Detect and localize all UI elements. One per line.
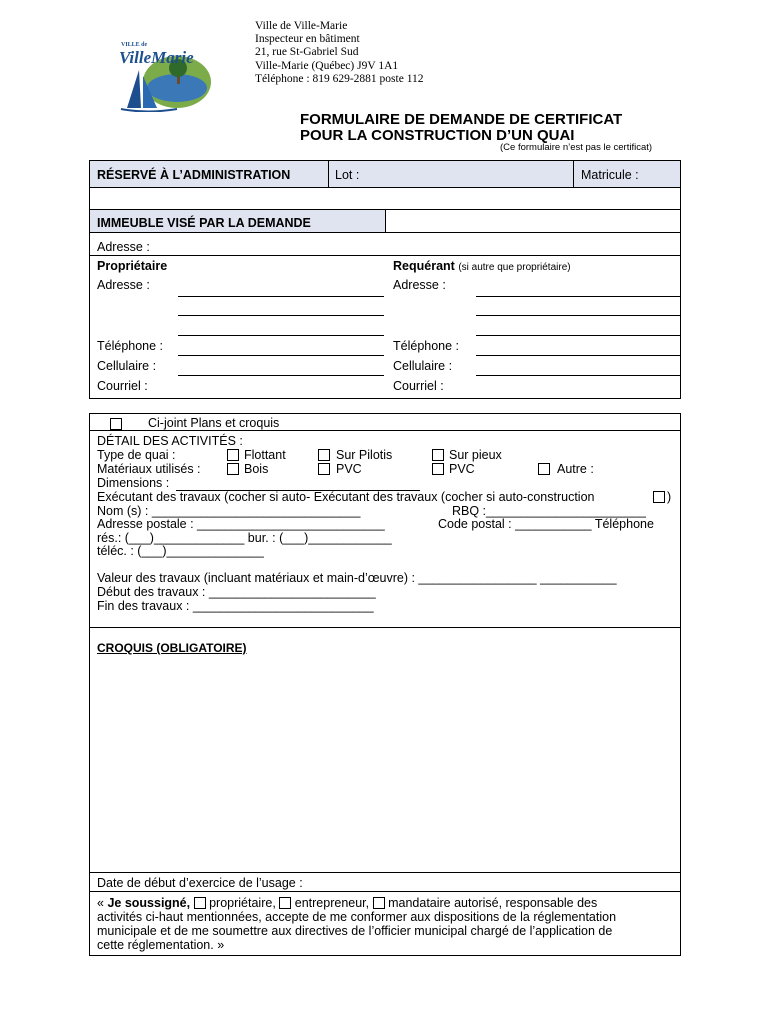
type-flottant-label: Flottant bbox=[244, 448, 286, 462]
address-line: Téléphone : 819 629-2881 poste 112 bbox=[255, 72, 424, 85]
usage-label: Date de début d’exercice de l’usage : bbox=[97, 876, 303, 890]
declaration-open: « bbox=[97, 896, 104, 910]
materiau-pvc2-checkbox[interactable] bbox=[432, 463, 444, 475]
address-line: 21, rue St-Gabriel Sud bbox=[255, 46, 359, 59]
plans-checkbox[interactable] bbox=[110, 418, 122, 430]
croquis-block[interactable] bbox=[89, 627, 681, 873]
plans-label: Ci-joint Plans et croquis bbox=[148, 416, 280, 430]
requerant-adresse-line-1[interactable] bbox=[476, 296, 680, 297]
declaration-entrepreneur-label: entrepreneur, bbox=[294, 896, 370, 910]
proprietaire-adresse-line-1[interactable] bbox=[178, 296, 384, 297]
requerant-telephone-line[interactable] bbox=[476, 355, 680, 356]
address-line: Inspecteur en bâtiment bbox=[255, 33, 360, 46]
requerant-heading-wrap bbox=[393, 259, 571, 273]
immeuble-adresse-label: Adresse : bbox=[97, 240, 150, 254]
declaration-mandataire-checkbox[interactable] bbox=[373, 897, 385, 909]
admin-reserved-label: RÉSERVÉ À L’ADMINISTRATION bbox=[97, 168, 291, 182]
declaration-line2: activités ci-haut mentionnées, accepte de me conformer aux dispositions de la réglementation bbox=[97, 910, 617, 924]
rbq-field[interactable]: RBQ :_______________________ bbox=[452, 504, 646, 518]
address-line: Ville de Ville-Marie bbox=[255, 20, 348, 32]
declaration-mandataire-label: mandataire autorisé, responsable des bbox=[388, 896, 598, 910]
materiaux-label: Matériaux utilisés : bbox=[97, 462, 201, 476]
res-phone-field[interactable]: rés.: (___)_____________ bur. : (___)____________ bbox=[97, 531, 392, 545]
declaration-block bbox=[89, 891, 681, 956]
proprietaire-adresse-line-3[interactable] bbox=[178, 335, 384, 336]
executant-close: ) bbox=[667, 490, 672, 504]
materiau-autre-label: Autre : bbox=[557, 462, 594, 476]
city-logo bbox=[117, 40, 213, 112]
property-block bbox=[89, 209, 681, 399]
type-flottant-checkbox[interactable] bbox=[227, 449, 239, 461]
materiau-bois-checkbox[interactable] bbox=[227, 463, 239, 475]
valeur-field[interactable]: Valeur des travaux (incluant matériaux et main-d’œuvre) : _________________ ___________ bbox=[97, 571, 617, 585]
admin-block bbox=[89, 160, 681, 210]
admin-lot-field[interactable] bbox=[328, 160, 574, 188]
declaration-entrepreneur-checkbox[interactable] bbox=[279, 897, 291, 909]
declaration-line4: cette réglementation. » bbox=[97, 938, 225, 952]
croquis-heading: CROQUIS (OBLIGATOIRE) bbox=[97, 641, 247, 655]
proprietaire-telephone-label: Téléphone : bbox=[97, 339, 164, 353]
admin-matricule-label: Matricule : bbox=[581, 168, 639, 182]
proprietaire-courriel-label: Courriel : bbox=[97, 379, 148, 393]
type-pieux-checkbox[interactable] bbox=[432, 449, 444, 461]
proprietaire-adresse-line-2[interactable] bbox=[178, 315, 384, 316]
activites-heading: DÉTAIL DES ACTIVITÉS : bbox=[97, 434, 243, 448]
materiau-pvc-checkbox[interactable] bbox=[318, 463, 330, 475]
activities-block bbox=[89, 413, 681, 628]
requerant-heading: Requérant bbox=[393, 259, 455, 273]
adresse-postale-field[interactable]: Adresse postale : ___________________________ bbox=[97, 517, 385, 531]
requerant-adresse-line-2[interactable] bbox=[476, 315, 680, 316]
dimensions-label: Dimensions : bbox=[97, 476, 170, 490]
admin-lot-label: Lot : bbox=[335, 168, 360, 182]
admin-reserved-cell bbox=[89, 160, 329, 188]
proprietaire-heading: Propriétaire bbox=[97, 259, 168, 273]
immeuble-heading: IMMEUBLE VISÉ PAR LA DEMANDE bbox=[97, 216, 311, 230]
materiau-pvc2-label: PVC bbox=[449, 462, 475, 476]
telec-field[interactable]: téléc. : (___)______________ bbox=[97, 544, 264, 558]
requerant-cellulaire-line[interactable] bbox=[476, 375, 680, 376]
logo-small-text: VILLE de bbox=[121, 42, 148, 48]
nom-field[interactable]: Nom (s) : ______________________________ bbox=[97, 504, 361, 518]
admin-matricule-field[interactable] bbox=[573, 160, 681, 188]
requerant-cellulaire-label: Cellulaire : bbox=[393, 359, 453, 373]
requerant-adresse-line-3[interactable] bbox=[476, 335, 680, 336]
fin-field[interactable]: Fin des travaux : __________________________ bbox=[97, 599, 374, 613]
form-title-line1: FORMULAIRE DE DEMANDE DE CERTIFICAT bbox=[300, 111, 623, 128]
requerant-adresse-label: Adresse : bbox=[393, 278, 446, 292]
materiau-pvc-label: PVC bbox=[336, 462, 362, 476]
address-line: Ville-Marie (Québec) J9V 1A1 bbox=[255, 59, 399, 72]
executant-label: Exécutant des travaux (cocher si auto- Exécutant des travaux (cocher si auto-construction bbox=[97, 490, 595, 504]
issuer-address bbox=[255, 20, 424, 86]
logo-name: VilleMarie bbox=[119, 48, 194, 67]
proprietaire-cellulaire-label: Cellulaire : bbox=[97, 359, 157, 373]
usage-block[interactable] bbox=[89, 872, 681, 892]
declaration-proprietaire-checkbox[interactable] bbox=[194, 897, 206, 909]
immeuble-heading-cell bbox=[89, 209, 386, 233]
auto-construction-checkbox[interactable] bbox=[653, 491, 665, 503]
form-title-line2: POUR LA CONSTRUCTION D’UN QUAI bbox=[300, 127, 575, 144]
declaration-line3: municipale et de me soumettre aux directives de l’officier municipal chargé de l’application de bbox=[97, 924, 613, 938]
proprietaire-adresse-label: Adresse : bbox=[97, 278, 150, 292]
declaration-je: Je soussigné, bbox=[107, 896, 191, 910]
type-pilotis-label: Sur Pilotis bbox=[336, 448, 393, 462]
requerant-telephone-label: Téléphone : bbox=[393, 339, 460, 353]
proprietaire-telephone-line[interactable] bbox=[178, 355, 384, 356]
declaration-line1 bbox=[97, 896, 597, 910]
type-pilotis-checkbox[interactable] bbox=[318, 449, 330, 461]
proprietaire-cellulaire-line[interactable] bbox=[178, 375, 384, 376]
materiau-autre-checkbox[interactable] bbox=[538, 463, 550, 475]
code-postal-field[interactable]: Code postal : ___________ Téléphone bbox=[438, 517, 654, 531]
debut-field[interactable]: Début des travaux : ________________________ bbox=[97, 585, 376, 599]
declaration-proprietaire-label: propriétaire, bbox=[209, 896, 276, 910]
requerant-note: (si autre que propriétaire) bbox=[458, 262, 571, 273]
type-label: Type de quai : bbox=[97, 448, 176, 462]
requerant-courriel-label: Courriel : bbox=[393, 379, 444, 393]
type-pieux-label: Sur pieux bbox=[449, 448, 502, 462]
materiau-bois-label: Bois bbox=[244, 462, 269, 476]
form-note: (Ce formulaire n’est pas le certificat) bbox=[500, 142, 653, 153]
